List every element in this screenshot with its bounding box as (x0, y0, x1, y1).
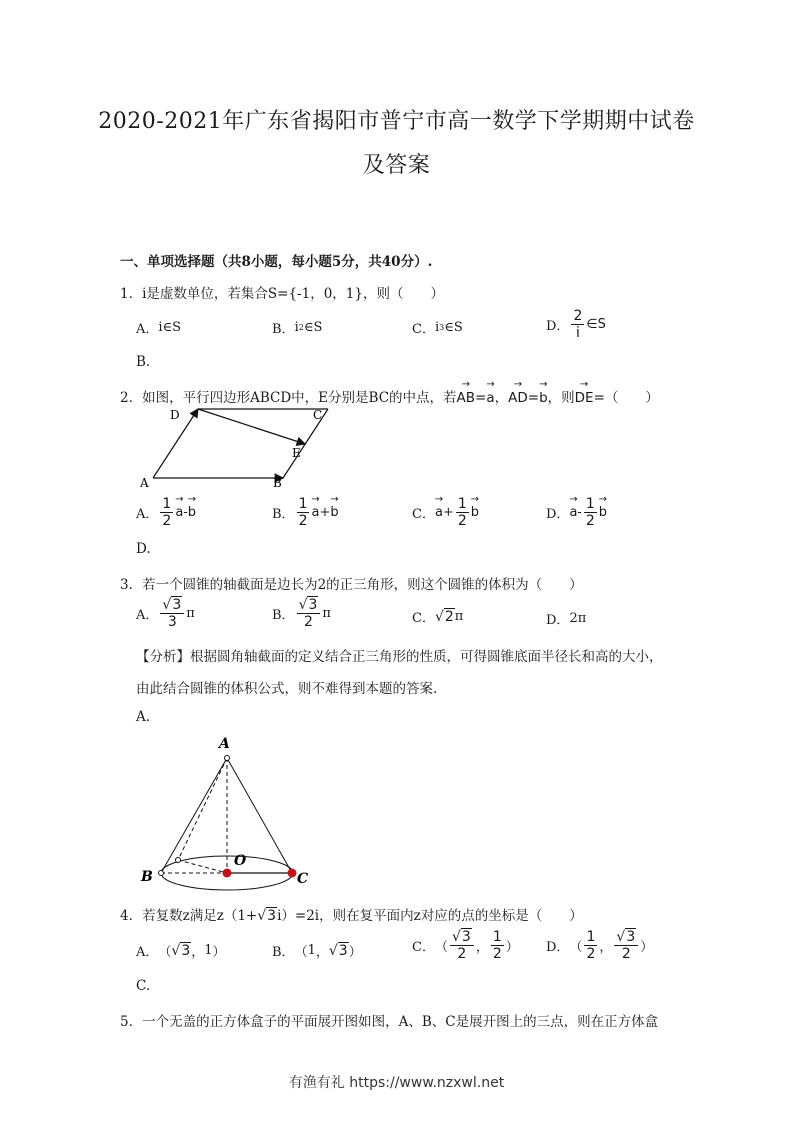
question-3-answer: A. (136, 709, 151, 725)
question-3-analysis-line2: 由此结合圆锥的体积公式，则不难得到本题的答案. (136, 681, 438, 697)
footer-watermark: 有渔有礼 https://www.nzxwl.net (288, 1075, 505, 1091)
question-3-analysis-line1: 【分析】根据圆角轴截面的定义结合正三角形的性质，可得圆锥底面半径长和高的大小， (136, 649, 663, 665)
label-c: C (313, 408, 323, 422)
label-e: E (292, 446, 301, 460)
q4-option-d: D． （ $\frac{1}{2}$ ， $\frac{√3}{2}$ ） (546, 929, 654, 962)
q3-option-c: C． √2 π (412, 608, 464, 626)
question-1-stem: 1．i是虚数单位，若集合S={-1，0，1}，则（ ） (120, 286, 444, 302)
parallelogram-figure (130, 405, 350, 495)
fraction: $\frac{2}{i}$ (573, 308, 583, 341)
label-a: A (140, 476, 149, 490)
question-4-stem: 4．若复数z满足z（1+√3i）=2i，则在复平面内z对应的点的坐标是（ ） (120, 908, 583, 924)
q3-option-d: D． 2π (546, 611, 587, 628)
cone-figure (135, 728, 325, 893)
label-apex-a: A (219, 736, 230, 752)
question-4-answer: C. (136, 978, 151, 994)
question-2-stem: 2．如图，平行四边形ABCD中，E分别是BC的中点，若→ AB=→ a，→ AD=→ b，则→ DE=（ ） (120, 386, 659, 406)
q2-option-c: C． → a + $\frac{1}{2}$ → b (412, 497, 479, 528)
label-d: D (170, 408, 180, 422)
label-c: C (297, 871, 309, 887)
q3-option-a: A． $\frac{√3}{3}$ π (136, 597, 195, 630)
question-2-answer: D. (136, 541, 151, 557)
label-b: B (273, 476, 282, 490)
q2-option-d: D． → a - $\frac{1}{2}$ → b (546, 497, 607, 528)
label-b: B (141, 869, 153, 885)
q4-option-c: C． （ $\frac{√3}{2}$ ， $\frac{1}{2}$ ） (412, 929, 519, 962)
question-3-stem: 3．若一个圆锥的轴截面是边长为2的正三角形，则这个圆锥的体积为（ ） (120, 577, 583, 593)
document-title-line1: 2020-2021年广东省揭阳市普宁市高一数学下学期期中试卷 (98, 109, 695, 134)
section-heading: 一、单项选择题（共8小题，每小题5分，共40分）. (120, 254, 433, 270)
q1-option-c: C． i 3 ∈S (412, 320, 463, 337)
label-center-o: O (234, 853, 247, 869)
q3-option-b: B． $\frac{√3}{2}$ π (272, 597, 331, 630)
question-1-answer: B. (136, 354, 151, 370)
q4-option-a: A． （ √3 ， 1 ） (136, 942, 226, 960)
q4-option-b: B． （ 1 ， √3 ） (272, 942, 362, 960)
question-5-stem: 5．一个无盖的正方体盒子的平面展开图如图，A、B、C是展开图上的三点，则在正方体盒 (120, 1014, 659, 1030)
q1-option-b: B． i 2 ∈S (272, 320, 323, 337)
q1-option-d: D． $\frac{2}{i}$ ∈S (546, 308, 606, 341)
document-title-line2: 及答案 (362, 153, 431, 178)
q2-option-a: A． $\frac{1}{2}$ → a - → b (136, 497, 196, 528)
q2-option-b: B． $\frac{1}{2}$ → a + → b (272, 497, 339, 528)
q1-option-a: A． i∈S (136, 320, 182, 337)
